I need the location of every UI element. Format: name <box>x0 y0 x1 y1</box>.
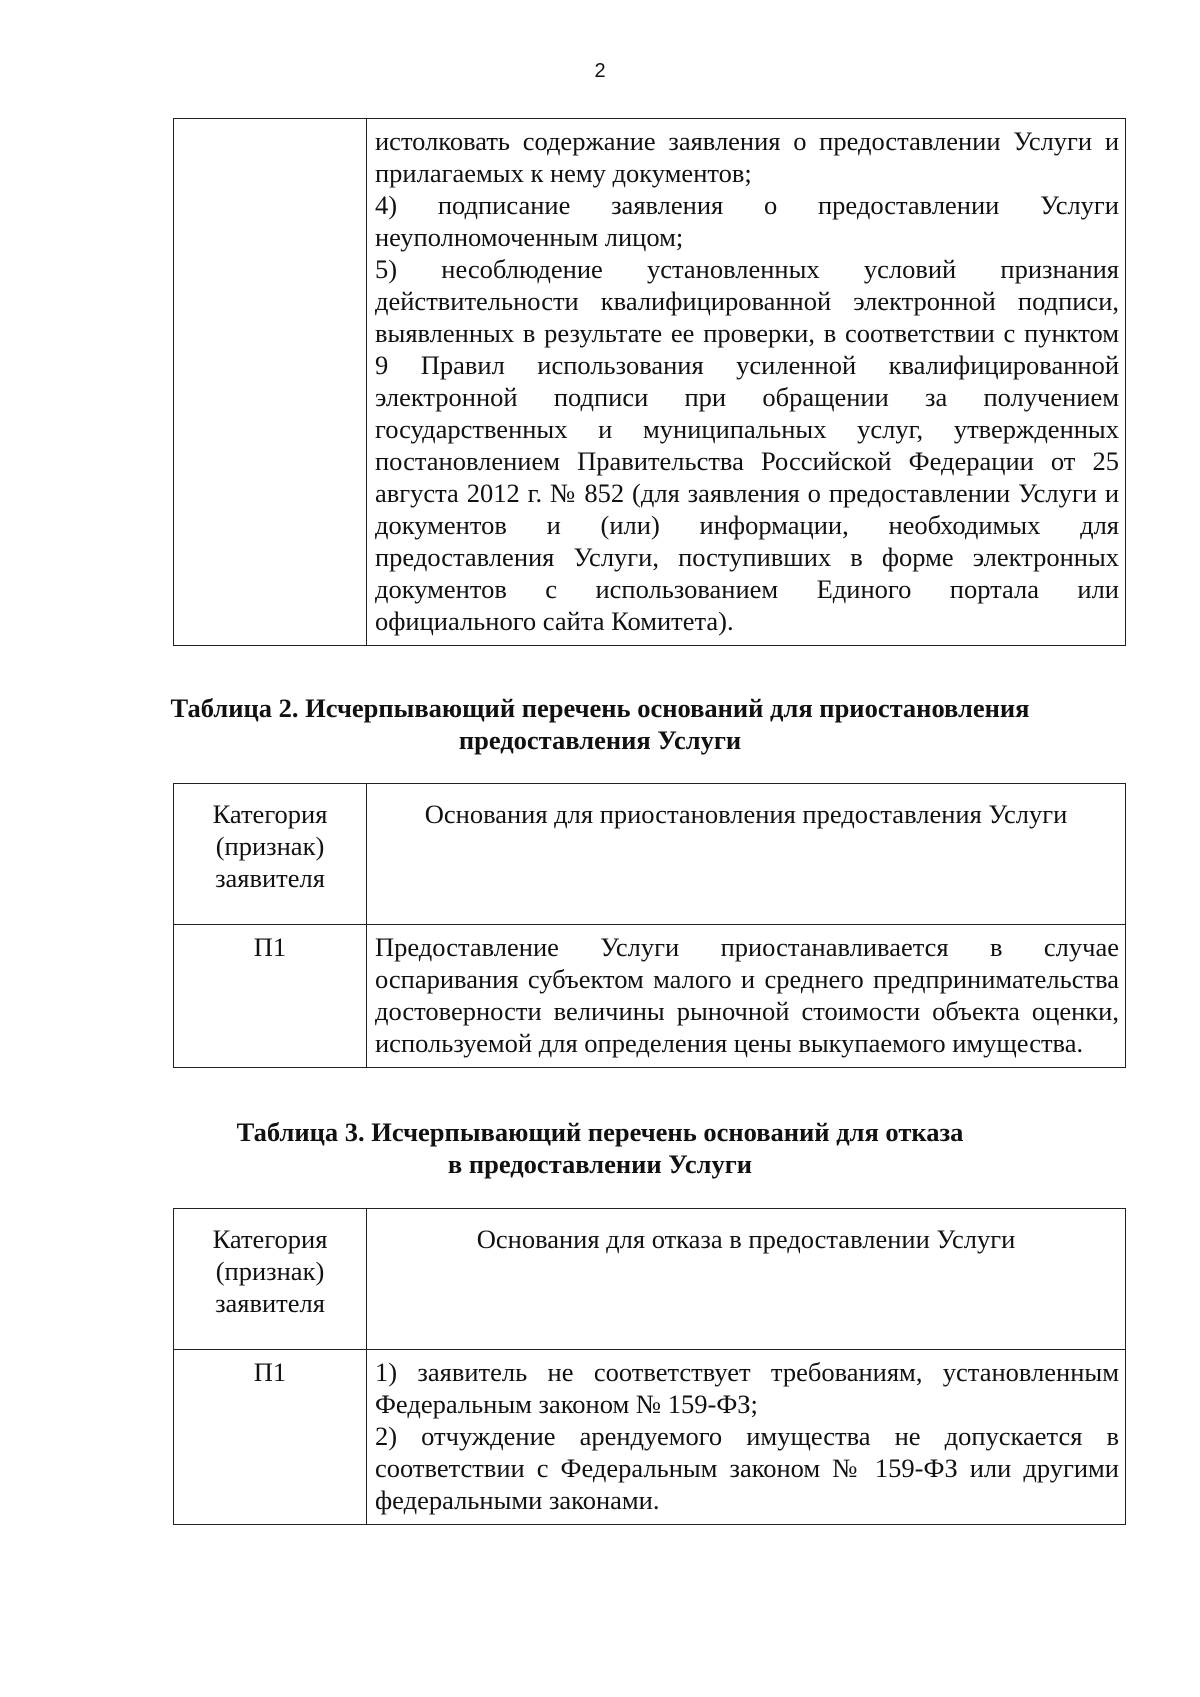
category-cell <box>174 119 367 646</box>
grounds-paragraph: Предоставление Услуги приостанавливается в случае оспаривания субъектом малого и среднего предпринимательства достоверности величины рыночной стоимости объекта оценки, используемой для определения цены выкупаемого имущества. <box>375 932 1119 1058</box>
category-header-line: заявителя <box>215 863 325 893</box>
grounds-paragraph: 1) заявитель не соответствует требованиям, установленным Федеральным законом № 159-ФЗ; <box>375 1357 1119 1419</box>
category-header-line: (признак) <box>215 1256 325 1286</box>
grounds-cell <box>367 1350 1126 1525</box>
category-cell: П1 <box>174 1350 367 1525</box>
category-header-line: заявителя <box>215 1288 325 1318</box>
grounds-cell <box>367 925 1126 1068</box>
category-header-line: (признак) <box>215 831 325 861</box>
category-header <box>174 784 367 925</box>
caption-line: Таблица 3. Исчерпывающий перечень оснований для отказа <box>236 1117 964 1147</box>
grounds-header: Основания для приостановления предоставления Услуги <box>367 784 1126 925</box>
table-row <box>174 925 1126 1068</box>
table-row <box>174 119 1126 646</box>
table-header-row <box>174 1209 1126 1350</box>
category-cell: П1 <box>174 925 367 1068</box>
caption-line: Таблица 2. Исчерпывающий перечень оснований для приостановления <box>170 693 1030 723</box>
table-2-caption <box>150 692 1050 756</box>
grounds-paragraph: истолковать содержание заявления о предоставлении Услуги и прилагаемых к нему документов; <box>375 126 1119 188</box>
caption-line: в предоставлении Услуги <box>447 1149 753 1179</box>
table-row <box>174 1350 1126 1525</box>
grounds-paragraph: 5) несоблюдение установленных условий признания действительности квалифицированной электронной подписи, выявленных в результате ее проверки, в соответствии с пунктом 9 Правил использования усиленной квалифицированной электронной подписи при обращении за получением государственных и муниципальных услуг, утвержденных постановлением Правительства Российской Федерации от 25 августа 2012 г. № 852 (для заявления о предоставлении Услуги и документов и (или) информации, необходимых для предоставления Услуги, поступивших в форме электронных документов с использованием Единого портала или официального сайта Комитета). <box>375 254 1119 636</box>
category-header-line: Категория <box>212 1224 328 1254</box>
table-1-continuation <box>173 118 1126 646</box>
grounds-paragraph: 2) отчуждение арендуемого имущества не допускается в соответствии с Федеральным законом № 159-ФЗ или другими федеральными законами. <box>375 1421 1119 1515</box>
page-number: 2 <box>594 60 606 82</box>
category-header <box>174 1209 367 1350</box>
table-2 <box>173 783 1126 1068</box>
table-header-row <box>174 784 1126 925</box>
table-3-caption <box>150 1116 1050 1180</box>
grounds-cell <box>367 119 1126 646</box>
grounds-header: Основания для отказа в предоставлении Услуги <box>367 1209 1126 1350</box>
table-3 <box>173 1208 1126 1525</box>
grounds-paragraph: 4) подписание заявления о предоставлении Услуги неуполномоченным лицом; <box>375 190 1119 252</box>
caption-line: предоставления Услуги <box>458 725 742 755</box>
category-header-line: Категория <box>212 799 328 829</box>
